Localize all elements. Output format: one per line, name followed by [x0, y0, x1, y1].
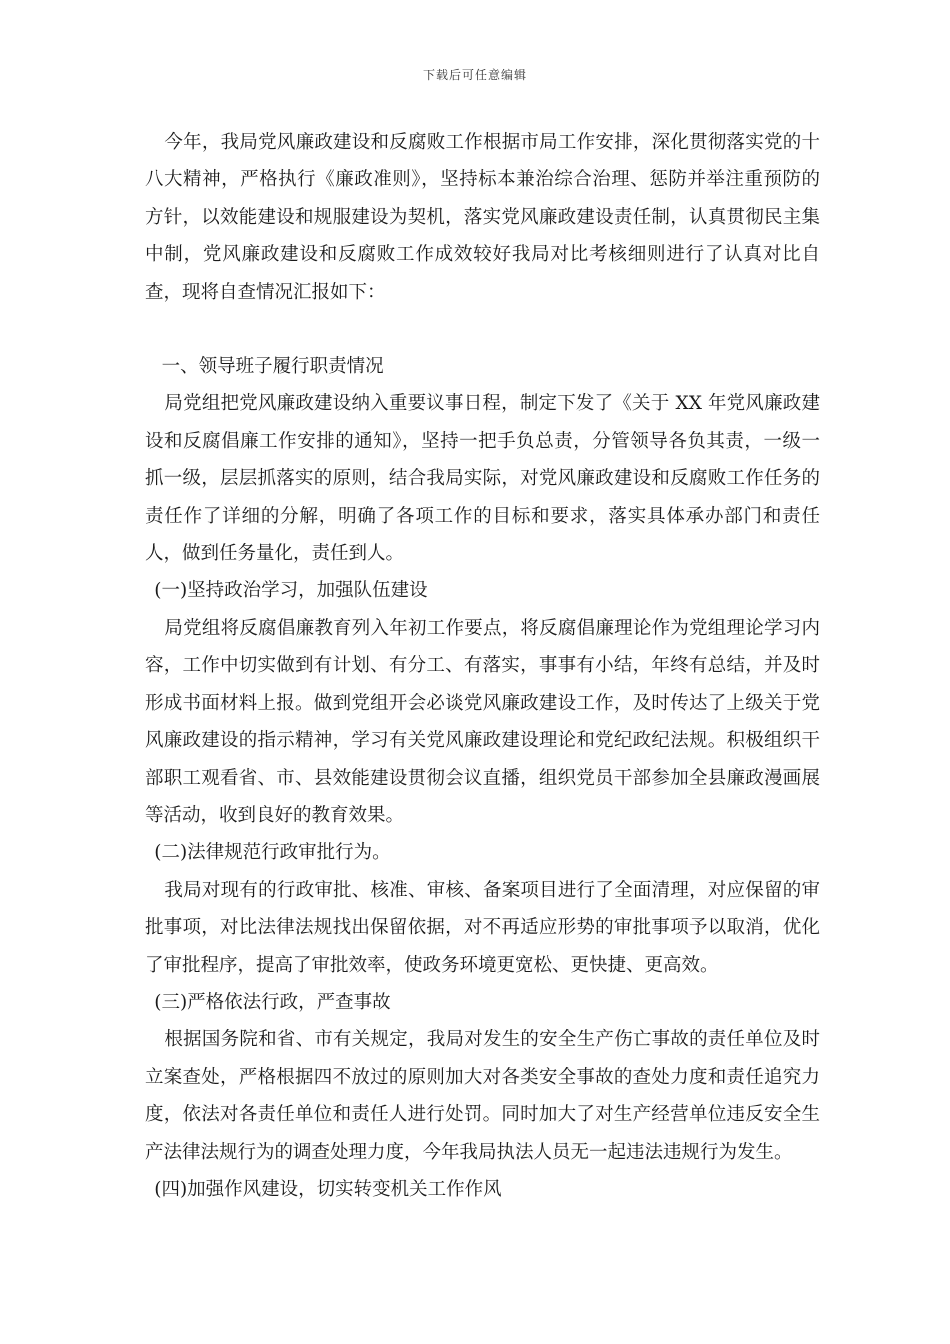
subsection-1-title: (一)坚持政治学习，加强队伍建设: [154, 580, 428, 602]
section-1-body: 局党组把党风廉政建设纳入重要议事日程，制定下发了《关于 XX 年党风廉政建设和反腐倡廉工作安排的通知》，坚持一把手负总责，分管领导各负其责，一级一抓一级，层层抓落实的原则，结合我局实际，对党风廉政建设和反腐败工作任务的责任作了详细的分解，明确了各项工作的目标和要求，落实具体承办部门和责任人，做到任务量化，责任到人。: [145, 393, 820, 565]
subsection-3-title: (三)严格依法行政，严查事故: [154, 991, 391, 1013]
subsection-2-body: 我局对现有的行政审批、核准、审核、备案项目进行了全面清理，对应保留的审批事项，对比法律法规找出保留依据，对不再适应形势的审批事项予以取消，优化了审批程序，提高了审批效率，使政务环境更宽松、更快捷、更高效。: [145, 879, 820, 976]
paragraph-gap: [145, 311, 820, 348]
intro-paragraph: 今年，我局党风廉政建设和反腐败工作根据市局工作安排，深化贯彻落实党的十八大精神，严格执行《廉政准则》，坚持标本兼治综合治理、惩防并举注重预防的方针，以效能建设和规服建设为契机，落实党风廉政建设责任制，认真贯彻民主集中制，党风廉政建设和反腐败工作成效较好我局对比考核细则进行了认真对比自查，现将自查情况汇报如下：: [145, 132, 820, 303]
subsection-4-title: (四)加强作风建设，切实转变机关工作作风: [154, 1178, 502, 1200]
section-1-title: 一、领导班子履行职责情况: [161, 356, 384, 378]
subsection-1-body: 局党组将反腐倡廉教育列入年初工作要点，将反腐倡廉理论作为党组理论学习内容，工作中切实做到有计划、有分工、有落实，事事有小结，年终有总结，并及时形成书面材料上报。做到党组开会必谈党风廉政建设工作，及时传达了上级关于党风廉政建设的指示精神，学习有关党风廉政建设理论和党纪政纪法规。积极组织干部职工观看省、市、县效能建设贯彻会议直播，组织党员干部参加全县廉政漫画展等活动，收到良好的教育效果。: [145, 617, 820, 826]
page-header: 下载后可任意编辑: [422, 68, 527, 82]
subsection-3-body: 根据国务院和省、市有关规定，我局对发生的安全生产伤亡事故的责任单位及时立案查处，严格根据四不放过的原则加大对各类安全事故的查处力度和责任追究力度，依法对各责任单位和责任人进行处罚。同时加大了对生产经营单位违反安全生产法律法规行为的调查处理力度，今年我局执法人员无一起违法违规行为发生。: [145, 1029, 820, 1163]
document-body: [145, 124, 820, 1208]
subsection-2-title: (二)法律规范行政审批行为。: [154, 842, 391, 864]
